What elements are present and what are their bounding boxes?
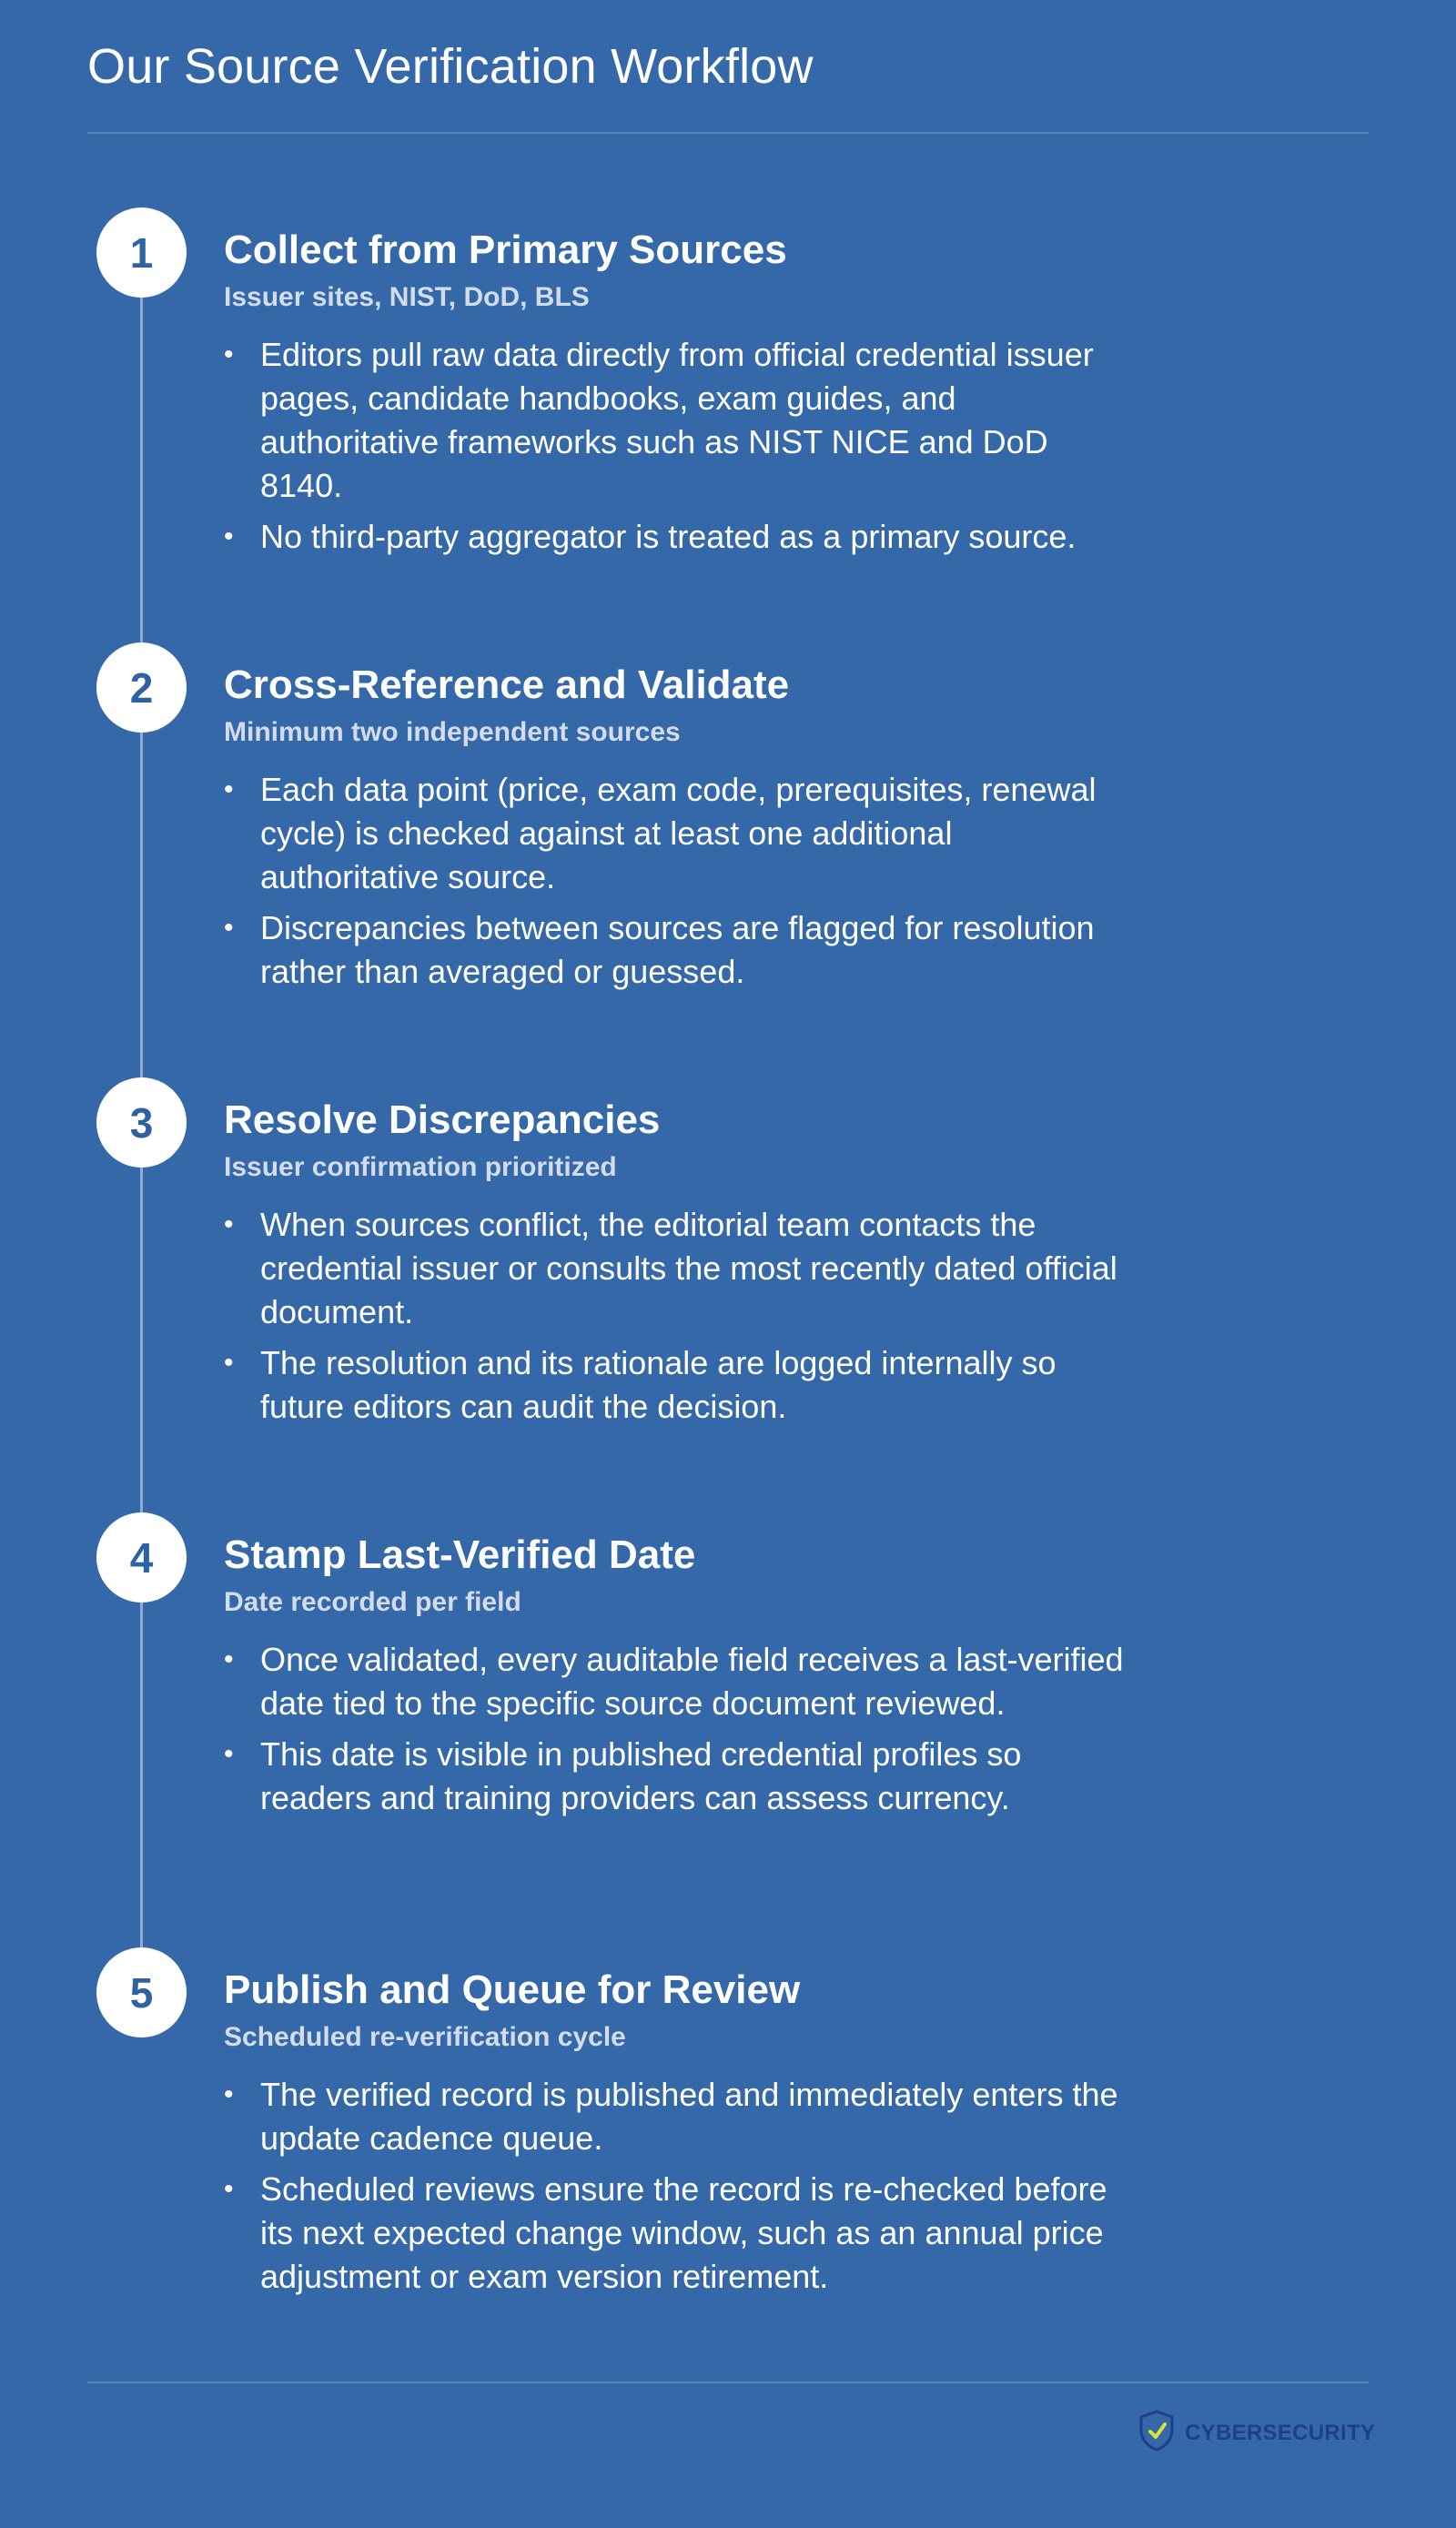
step-bullet: • This date is visible in published credential profiles so readers and training providers can assess currency.	[224, 1733, 1134, 1820]
step-bullet: • No third-party aggregator is treated as a primary source.	[224, 515, 1134, 559]
step-bullet-list	[224, 1638, 1134, 1827]
step-number-badge: 4	[96, 1512, 187, 1603]
step-bullet-list	[224, 768, 1134, 1001]
step-bullet: • Scheduled reviews ensure the record is re-checked before its next expected change window, such as an annual price adjustment or exam version retirement.	[224, 2168, 1134, 2299]
step-bullet: • Editors pull raw data directly from official credential issuer pages, candidate handbooks, exam guides, and authoritative frameworks such as NIST NICE and DoD 8140.	[224, 333, 1134, 508]
step-number-badge: 5	[96, 1947, 187, 2038]
step-bullet: • The verified record is published and immediately enters the update cadence queue.	[224, 2073, 1134, 2160]
step-bullet: • Each data point (price, exam code, prerequisites, renewal cycle) is checked against at least one additional authoritative source.	[224, 768, 1134, 899]
step-subtitle: Scheduled re-verification cycle	[224, 2022, 626, 2052]
step-subtitle: Minimum two independent sources	[224, 717, 681, 747]
step-number-badge: 1	[96, 207, 187, 298]
brand-logo	[1138, 2410, 1375, 2456]
step-title: Cross-Reference and Validate	[224, 662, 790, 707]
step-title: Stamp Last-Verified Date	[224, 1532, 696, 1577]
step-bullet: • Once validated, every auditable field receives a last-verified date tied to the specific source document reviewed.	[224, 1638, 1134, 1725]
shield-icon	[1138, 2410, 1176, 2456]
step-title: Publish and Queue for Review	[224, 1967, 801, 2012]
step-subtitle: Issuer sites, NIST, DoD, BLS	[224, 282, 590, 312]
step-number-badge: 2	[96, 642, 187, 733]
footer-divider	[87, 2381, 1369, 2383]
step-number-badge: 3	[96, 1077, 187, 1168]
brand-logo-text: CYBERSECURITY	[1185, 2420, 1376, 2445]
step-bullet: • Discrepancies between sources are flagged for resolution rather than averaged or guessed.	[224, 906, 1134, 994]
step-title: Resolve Discrepancies	[224, 1097, 661, 1142]
step-subtitle: Issuer confirmation prioritized	[224, 1152, 617, 1182]
step-bullet: • When sources conflict, the editorial team contacts the credential issuer or consults the most recently dated official document.	[224, 1203, 1134, 1334]
step-bullet: • The resolution and its rationale are logged internally so future editors can audit the decision.	[224, 1341, 1134, 1429]
header-divider	[87, 132, 1369, 134]
step-bullet-list	[224, 333, 1134, 566]
step-title: Collect from Primary Sources	[224, 228, 787, 272]
step-subtitle: Date recorded per field	[224, 1587, 521, 1617]
page-title: Our Source Verification Workflow	[87, 39, 814, 94]
step-bullet-list	[224, 1203, 1134, 1436]
step-bullet-list	[224, 2073, 1134, 2306]
